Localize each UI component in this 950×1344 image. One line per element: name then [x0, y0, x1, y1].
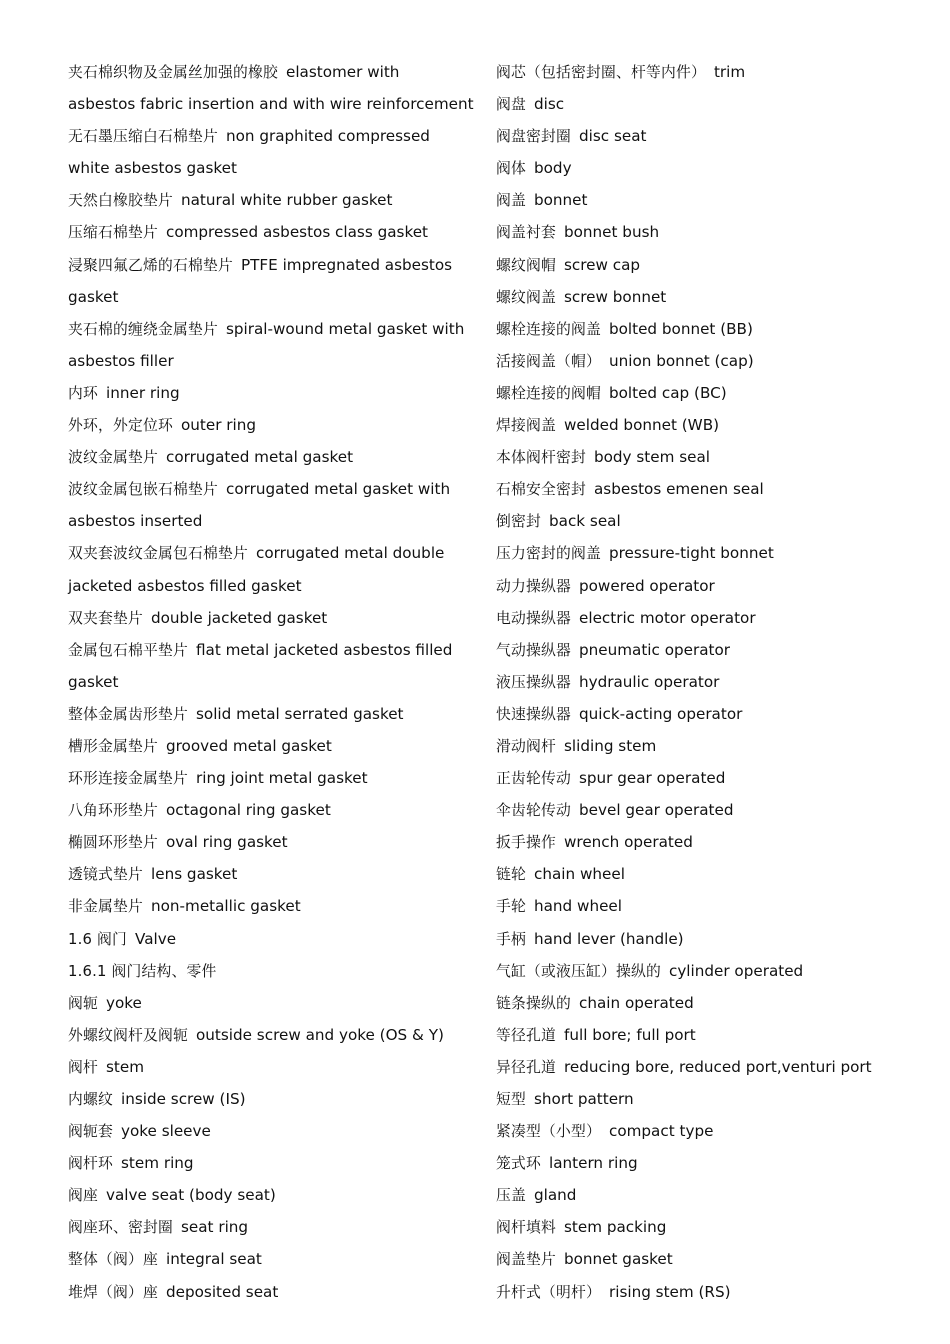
term-english: full bore; full port — [564, 1025, 696, 1044]
term-chinese: 液压操纵器 — [496, 673, 571, 691]
glossary-line — [496, 826, 936, 858]
glossary-line — [496, 313, 936, 345]
glossary-line — [68, 1115, 468, 1147]
term-chinese: 快速操纵器 — [496, 705, 571, 723]
term-chinese: 活接阀盖（帽） — [496, 352, 601, 370]
term-chinese: 倒密封 — [496, 513, 541, 531]
glossary-line — [68, 634, 468, 666]
term-english: asbestos emenen seal — [593, 480, 764, 499]
glossary-line — [496, 1083, 936, 1115]
term-chinese: 手柄 — [496, 930, 526, 948]
term-chinese: 内螺纹 — [68, 1091, 113, 1108]
term-chinese: 阀杆填料 — [496, 1219, 556, 1237]
glossary-line — [68, 313, 468, 345]
term-chinese: 本体阀杆密封 — [496, 449, 586, 467]
glossary-line — [68, 666, 468, 698]
term-chinese: 阀座 — [68, 1187, 98, 1205]
glossary-line — [68, 826, 468, 858]
term-english: gland — [534, 1186, 577, 1205]
glossary-line — [68, 505, 468, 537]
glossary-line — [68, 1019, 468, 1051]
glossary-line — [496, 537, 936, 569]
term-chinese: 阀盖垫片 — [496, 1251, 556, 1269]
term-chinese: 螺栓连接的阀帽 — [496, 384, 601, 402]
term-english: bolted bonnet (BB) — [608, 319, 753, 338]
term-chinese: 阀杆 — [68, 1058, 98, 1076]
term-english: double jacketed gasket — [151, 608, 328, 627]
glossary-line — [68, 473, 468, 505]
glossary-line — [68, 890, 468, 922]
term-chinese: 紧凑型（小型） — [496, 1123, 601, 1141]
term-english: asbestos inserted — [68, 512, 203, 531]
glossary-line — [68, 762, 468, 794]
glossary-line — [68, 1179, 468, 1211]
glossary-line — [68, 88, 474, 120]
glossary-line — [496, 730, 936, 762]
term-english: sliding stem — [564, 736, 657, 755]
term-english: grooved metal gasket — [165, 736, 332, 755]
term-english: bevel gear operated — [579, 801, 734, 820]
term-english: bonnet bush — [564, 223, 660, 242]
term-english: back seal — [549, 512, 621, 531]
term-english: pressure-tight bonnet — [608, 544, 774, 563]
glossary-line — [496, 762, 936, 794]
term-chinese: 伞齿轮传动 — [496, 802, 571, 820]
term-english: reducing bore, reduced port,venturi port — [564, 1057, 872, 1076]
glossary-line — [496, 377, 936, 409]
term-english: natural white rubber gasket — [180, 191, 393, 210]
glossary-line — [496, 249, 936, 281]
glossary-line — [68, 281, 468, 313]
term-chinese: 波纹金属垫片 — [68, 449, 158, 467]
glossary-line — [68, 345, 468, 377]
term-english: asbestos filler — [68, 351, 174, 370]
term-english: bonnet — [534, 191, 588, 210]
term-english: short pattern — [534, 1090, 634, 1108]
term-chinese: 透镜式垫片 — [68, 866, 143, 884]
term-english: non graphited compressed — [225, 127, 430, 146]
term-english: flat metal jacketed asbestos filled — [195, 640, 453, 659]
term-chinese: 外螺纹阀杆及阀轭 — [68, 1026, 188, 1044]
glossary-line — [496, 570, 936, 602]
term-chinese: 等径孔道 — [496, 1026, 556, 1044]
term-english: corrugated metal double — [255, 544, 445, 563]
term-english: chain operated — [579, 993, 694, 1012]
term-chinese: 焊接阀盖 — [496, 417, 556, 435]
term-chinese: 阀轭 — [68, 994, 98, 1012]
glossary-line — [496, 955, 936, 987]
term-english: rising stem (RS) — [608, 1282, 731, 1301]
term-chinese: 阀芯（包括密封圈、杆等内件） — [496, 64, 706, 81]
term-english: deposited seat — [165, 1282, 279, 1301]
term-english: body — [534, 159, 572, 178]
term-chinese: 石棉安全密封 — [496, 481, 586, 499]
glossary-line — [68, 441, 468, 473]
term-chinese: 夹石棉织物及金属丝加强的橡胶 — [68, 64, 278, 81]
term-english: integral seat — [165, 1250, 262, 1269]
term-english: outer ring — [180, 416, 257, 435]
term-chinese: 螺纹阀帽 — [496, 256, 556, 274]
term-english: corrugated metal gasket — [165, 448, 354, 467]
term-english: gasket — [68, 287, 119, 306]
term-english: outside screw and yoke (OS & Y) — [195, 1025, 444, 1044]
term-english: white asbestos gasket — [68, 159, 237, 178]
glossary-line — [68, 730, 468, 762]
term-english: gasket — [68, 672, 119, 691]
glossary-line — [68, 216, 468, 248]
glossary-line — [68, 1051, 468, 1083]
glossary-line — [496, 794, 936, 826]
glossary-line — [496, 987, 936, 1019]
term-chinese: 外环，外定位环 — [68, 417, 173, 435]
term-chinese: 螺纹阀盖 — [496, 288, 556, 306]
term-chinese: 螺栓连接的阀盖 — [496, 320, 601, 338]
term-english: ring joint metal gasket — [195, 769, 368, 788]
glossary-line — [496, 152, 936, 184]
term-chinese: 椭圆环形垫片 — [68, 834, 158, 852]
term-chinese: 异径孔道 — [496, 1058, 556, 1076]
term-chinese: 压力密封的阀盖 — [496, 545, 601, 563]
glossary-line — [496, 1051, 936, 1083]
term-english: stem ring — [121, 1154, 194, 1173]
term-english: screw bonnet — [564, 287, 667, 306]
term-english: yoke sleeve — [121, 1122, 211, 1141]
glossary-line — [68, 570, 468, 602]
term-english: spur gear operated — [579, 769, 726, 788]
term-english: hand wheel — [534, 897, 622, 916]
term-english: octagonal ring gasket — [165, 801, 331, 820]
glossary-line — [68, 955, 468, 987]
term-chinese: 滑动阀杆 — [496, 737, 556, 755]
term-chinese: 阀杆环 — [68, 1155, 113, 1173]
glossary-line — [496, 281, 936, 313]
term-english: welded bonnet (WB) — [564, 416, 720, 435]
term-chinese: 压缩石棉垫片 — [68, 224, 158, 242]
glossary-line — [496, 1019, 936, 1051]
term-english: lantern ring — [549, 1154, 638, 1173]
term-english: oval ring gasket — [165, 833, 288, 852]
term-english: PTFE impregnated asbestos — [240, 255, 453, 274]
glossary-line — [68, 1083, 468, 1115]
glossary-line — [68, 602, 468, 634]
glossary-line — [496, 1211, 936, 1243]
term-english: powered operator — [579, 576, 715, 595]
term-chinese: 阀盘 — [496, 96, 526, 114]
term-chinese: 堆焊（阀）座 — [68, 1283, 158, 1301]
term-english: bonnet gasket — [564, 1250, 673, 1269]
glossary-line — [68, 698, 468, 730]
glossary-line — [496, 890, 936, 922]
glossary-line — [68, 794, 468, 826]
glossary-line — [68, 1147, 468, 1179]
term-chinese: 正齿轮传动 — [496, 770, 571, 788]
term-english: hand lever (handle) — [534, 929, 684, 948]
term-chinese: 链条操纵的 — [496, 994, 571, 1012]
term-chinese: 八角环形垫片 — [68, 802, 158, 820]
term-chinese: 整体金属齿形垫片 — [68, 705, 188, 723]
glossary-line — [68, 987, 468, 1019]
glossary-line — [68, 858, 468, 890]
term-english: jacketed asbestos filled gasket — [68, 576, 302, 595]
glossary-line — [496, 505, 936, 537]
term-chinese: 压盖 — [496, 1187, 526, 1205]
term-english: corrugated metal gasket with — [225, 480, 451, 499]
term-english: elastomer with — [285, 63, 400, 81]
term-english: electric motor operator — [579, 608, 756, 627]
glossary-line — [68, 923, 468, 955]
term-english: body stem seal — [593, 448, 710, 467]
glossary-line — [496, 88, 936, 120]
glossary-line — [68, 184, 468, 216]
term-english: lens gasket — [151, 865, 238, 884]
glossary-line — [496, 698, 936, 730]
glossary-line — [68, 152, 468, 184]
term-chinese: 双夹套垫片 — [68, 609, 143, 627]
term-english: stem — [106, 1057, 145, 1076]
term-english: solid metal serrated gasket — [195, 704, 404, 723]
term-chinese: 动力操纵器 — [496, 577, 571, 595]
glossary-line — [496, 1243, 936, 1275]
term-english: compressed asbestos class gasket — [165, 223, 428, 242]
term-english: inner ring — [106, 383, 180, 402]
glossary-line — [68, 56, 468, 88]
term-chinese: 阀轭套 — [68, 1123, 113, 1141]
term-chinese: 升杆式（明杆） — [496, 1283, 601, 1301]
term-chinese: 夹石棉的缠绕金属垫片 — [68, 320, 218, 338]
glossary-line — [68, 537, 468, 569]
term-chinese: 内环 — [68, 384, 98, 402]
term-chinese: 阀座环、密封圈 — [68, 1219, 173, 1237]
glossary-line — [496, 473, 936, 505]
term-chinese: 金属包石棉平垫片 — [68, 641, 188, 659]
glossary-line — [496, 1276, 936, 1308]
term-english: stem packing — [564, 1218, 667, 1237]
term-english: pneumatic operator — [579, 640, 731, 659]
glossary-line — [496, 602, 936, 634]
glossary-line — [496, 184, 936, 216]
term-english: Valve — [135, 929, 177, 948]
glossary-line — [68, 249, 468, 281]
glossary-line — [496, 666, 936, 698]
term-chinese: 链轮 — [496, 866, 526, 884]
term-chinese: 气动操纵器 — [496, 641, 571, 659]
glossary-line — [496, 1147, 936, 1179]
glossary-line — [68, 377, 468, 409]
term-english: union bonnet (cap) — [608, 351, 754, 370]
term-chinese: 阀盖 — [496, 192, 526, 210]
term-chinese: 阀盖衬套 — [496, 224, 556, 242]
right-column — [496, 56, 936, 1308]
term-english: wrench operated — [564, 833, 693, 852]
term-chinese: 槽形金属垫片 — [68, 737, 158, 755]
glossary-line — [68, 1243, 468, 1275]
term-english: valve seat (body seat) — [106, 1186, 276, 1205]
term-chinese: 环形连接金属垫片 — [68, 770, 188, 788]
term-chinese: 笼式环 — [496, 1155, 541, 1173]
term-english: compact type — [608, 1122, 714, 1141]
term-english: chain wheel — [534, 865, 625, 884]
glossary-line — [496, 634, 936, 666]
term-english: trim — [713, 63, 746, 81]
term-chinese: 非金属垫片 — [68, 898, 143, 916]
term-english: spiral-wound metal gasket with — [225, 319, 465, 338]
term-chinese: 1.6 阀门 — [68, 930, 128, 948]
glossary-line — [496, 345, 936, 377]
glossary-line — [68, 409, 468, 441]
term-chinese: 电动操纵器 — [496, 609, 571, 627]
term-english: screw cap — [564, 255, 641, 274]
term-chinese: 扳手操作 — [496, 834, 556, 852]
term-chinese: 阀体 — [496, 160, 526, 178]
term-chinese: 整体（阀）座 — [68, 1251, 158, 1269]
glossary-line — [496, 120, 936, 152]
glossary-line — [496, 858, 936, 890]
term-english: cylinder operated — [668, 961, 804, 980]
glossary-line — [496, 441, 936, 473]
glossary-line — [496, 56, 936, 88]
term-english: yoke — [106, 993, 142, 1012]
left-column — [68, 56, 474, 1308]
glossary-line — [496, 1115, 936, 1147]
term-chinese: 气缸（或液压缸）操纵的 — [496, 962, 661, 980]
term-chinese: 手轮 — [496, 898, 526, 916]
term-english: non-metallic gasket — [151, 897, 301, 916]
term-chinese: 双夹套波纹金属包石棉垫片 — [68, 545, 248, 563]
term-chinese: 短型 — [496, 1091, 526, 1108]
term-english: disc seat — [579, 127, 647, 146]
term-chinese: 阀盘密封圈 — [496, 128, 571, 146]
term-english: asbestos fabric insertion and with wire reinforcement — [68, 95, 474, 114]
term-chinese: 波纹金属包嵌石棉垫片 — [68, 481, 218, 499]
term-chinese: 浸聚四氟乙烯的石棉垫片 — [68, 256, 233, 274]
term-english: seat ring — [180, 1218, 249, 1237]
glossary-line — [496, 1179, 936, 1211]
glossary-line — [68, 1211, 468, 1243]
term-chinese: 天然白橡胶垫片 — [68, 192, 173, 210]
glossary-line — [496, 923, 936, 955]
term-english: quick-acting operator — [579, 704, 743, 723]
term-chinese: 无石墨压缩白石棉垫片 — [68, 128, 218, 146]
glossary-line — [496, 409, 936, 441]
term-chinese: 1.6.1 阀门结构、零件 — [68, 962, 217, 980]
term-english: hydraulic operator — [579, 672, 720, 691]
term-english: bolted cap (BC) — [608, 383, 727, 402]
glossary-line — [68, 1276, 468, 1308]
term-english: inside screw (IS) — [121, 1090, 246, 1108]
glossary-line — [68, 120, 468, 152]
glossary-line — [496, 216, 936, 248]
term-english: disc — [534, 95, 565, 114]
